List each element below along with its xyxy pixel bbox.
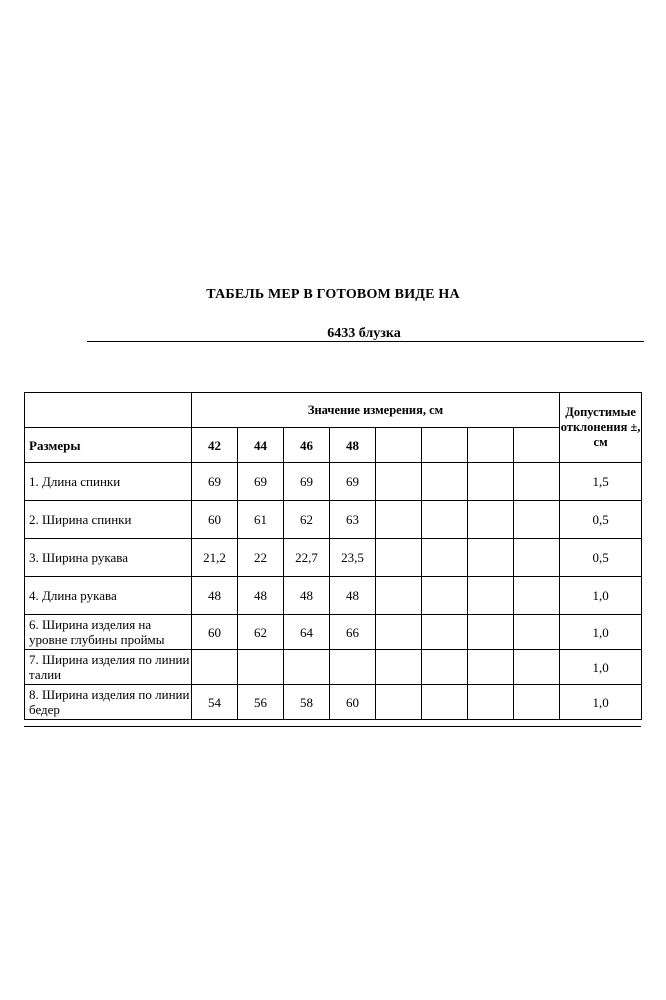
measurement-value: 56 (238, 685, 284, 720)
empty-value-cell (468, 539, 514, 577)
measurement-label: 7. Ширина изделия по линии талии (25, 650, 192, 685)
empty-value-cell (514, 539, 560, 577)
measurement-value: 69 (330, 463, 376, 501)
measurement-value: 23,5 (330, 539, 376, 577)
empty-value-cell (422, 501, 468, 539)
empty-value-cell (376, 501, 422, 539)
table-row (25, 463, 642, 501)
empty-value-cell (422, 615, 468, 650)
empty-size-cell (422, 428, 468, 463)
empty-size-cell (514, 428, 560, 463)
measurement-value: 54 (192, 685, 238, 720)
measurement-value: 69 (238, 463, 284, 501)
measurement-value: 62 (284, 501, 330, 539)
sizes-label: Размеры (25, 428, 192, 463)
measurement-value: 48 (192, 577, 238, 615)
deviation-value: 1,0 (560, 685, 642, 720)
empty-size-cell (468, 428, 514, 463)
deviation-value: 1,0 (560, 615, 642, 650)
table-row (25, 501, 642, 539)
size-header: 46 (284, 428, 330, 463)
empty-value-cell (514, 501, 560, 539)
empty-value-cell (468, 501, 514, 539)
deviation-value: 0,5 (560, 501, 642, 539)
measurement-value: 58 (284, 685, 330, 720)
measurement-value: 22 (238, 539, 284, 577)
empty-value-cell (468, 685, 514, 720)
table-row (25, 615, 642, 650)
measurement-label: 1. Длина спинки (25, 463, 192, 501)
empty-value-cell (422, 650, 468, 685)
measurement-value: 21,2 (192, 539, 238, 577)
measurement-header: Значение измерения, см (192, 393, 560, 428)
header-empty-cell (25, 393, 192, 428)
size-header: 42 (192, 428, 238, 463)
empty-value-cell (376, 539, 422, 577)
measurement-label: 2. Ширина спинки (25, 501, 192, 539)
empty-value-cell (468, 577, 514, 615)
measurement-value: 48 (330, 577, 376, 615)
measurement-value: 22,7 (284, 539, 330, 577)
empty-value-cell (376, 577, 422, 615)
deviation-value: 0,5 (560, 539, 642, 577)
empty-value-cell (514, 463, 560, 501)
empty-value-cell (376, 650, 422, 685)
empty-value-cell (422, 463, 468, 501)
measurement-value: 60 (192, 501, 238, 539)
table-row (25, 650, 642, 685)
measurement-value: 61 (238, 501, 284, 539)
empty-value-cell (514, 577, 560, 615)
empty-value-cell (514, 615, 560, 650)
document-title: ТАБЕЛЬ МЕР В ГОТОВОМ ВИДЕ НА (206, 287, 460, 302)
measurement-label: 8. Ширина изделия по линии бедер (25, 685, 192, 720)
measurement-value: 62 (238, 615, 284, 650)
empty-value-cell (422, 539, 468, 577)
measurement-value: 69 (192, 463, 238, 501)
measurement-value: 66 (330, 615, 376, 650)
measurement-value: 48 (284, 577, 330, 615)
table-row (25, 685, 642, 720)
deviation-value: 1,0 (560, 650, 642, 685)
empty-value-cell (422, 577, 468, 615)
empty-value-cell (468, 650, 514, 685)
deviation-header: Допустимые отклонения ±, см (560, 393, 642, 463)
empty-value-cell (468, 615, 514, 650)
size-header: 44 (238, 428, 284, 463)
measurement-value (284, 650, 330, 685)
measurement-value: 60 (192, 615, 238, 650)
size-chart-table (24, 392, 642, 720)
measurement-value (238, 650, 284, 685)
measurement-value: 64 (284, 615, 330, 650)
product-title: 6433 блузка (327, 326, 401, 341)
empty-value-cell (514, 650, 560, 685)
empty-value-cell (422, 685, 468, 720)
measurement-value: 63 (330, 501, 376, 539)
empty-value-cell (376, 463, 422, 501)
empty-size-cell (376, 428, 422, 463)
deviation-value: 1,5 (560, 463, 642, 501)
measurement-label: 3. Ширина рукава (25, 539, 192, 577)
table-row (25, 539, 642, 577)
empty-value-cell (376, 685, 422, 720)
empty-value-cell (514, 685, 560, 720)
title-underline (87, 341, 644, 342)
bottom-rule (24, 726, 641, 727)
measurement-label: 4. Длина рукава (25, 577, 192, 615)
measurement-value: 60 (330, 685, 376, 720)
empty-value-cell (468, 463, 514, 501)
table-row (25, 577, 642, 615)
measurement-label: 6. Ширина изделия на уровне глубины проймы (25, 615, 192, 650)
measurement-value (192, 650, 238, 685)
measurement-value: 48 (238, 577, 284, 615)
measurement-value (330, 650, 376, 685)
measurement-value: 69 (284, 463, 330, 501)
empty-value-cell (376, 615, 422, 650)
size-header: 48 (330, 428, 376, 463)
deviation-value: 1,0 (560, 577, 642, 615)
